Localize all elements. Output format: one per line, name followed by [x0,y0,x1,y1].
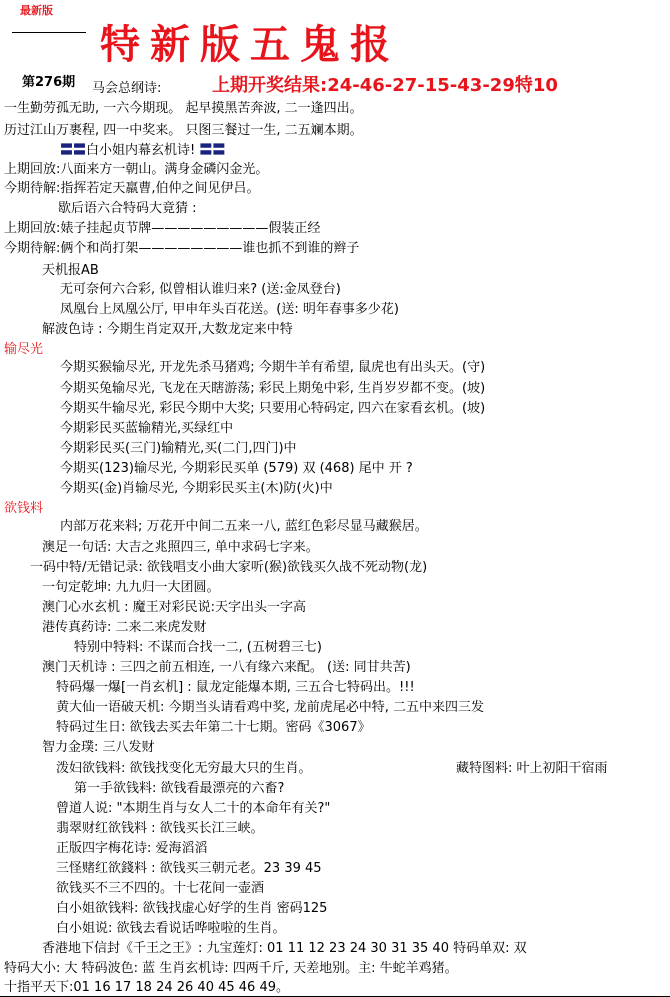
idiom-title: 歇后语六合特码大竟猜 : [58,201,197,216]
money-line-18: 三怪赌红欲錢料 : 欲钱买三朝元老。23 39 45 [56,861,322,876]
bars-right-icon: 〓〓 [199,143,226,158]
bars-left-icon: 〓〓 [60,143,87,158]
money-line-24: 十指平天下:01 16 17 18 24 26 40 45 46 49。 [4,980,289,995]
losing-line-1: 今期买猴输尽光, 开龙先杀马猪鸡; 今期牛羊有希望, 鼠虎也有出头天。(守) [60,360,486,375]
money-line-19: 欲钱买不三不四的。十七花间一壶酒 [56,881,265,896]
last-result: 上期开奖结果:24-46-27-15-43-29特10 [212,75,558,96]
money-line-15: 曾道人说: "本期生肖与女人二十的本命年有关?" [56,801,331,816]
tianji-line-1: 无可奈何六合彩, 似曾相认谁归来? (送:金凤登台) [60,282,341,297]
money-line-8: 澳门天机诗 : 三四之前五相连, 一八有缘六来配。 (送: 同甘共苦) [42,660,411,675]
money-line-4: 一句定乾坤: 九九归一大团圆。 [42,580,220,595]
money-line-6: 港传真药诗: 二来二来虎发财 [42,620,207,635]
tianji-line-2: 凤凰台上凤凰公厅, 甲申年头百花送。(送: 明年春事多少花) [60,302,399,317]
losing-line-4: 今期彩民买蓝输精光,买绿红中 [60,421,234,436]
picture-clue: 藏特图料: 叶上初阳干宿雨 [456,761,608,776]
losing-line-7: 今期买(金)肖输尽光, 今期彩民买主(木)防(火)中 [60,481,333,496]
money-line-12: 智力金璞: 三八发财 [42,740,155,755]
tag-underline [12,32,86,33]
clue-now: 今期待解:指挥若定天羸曹,伯仲之间见伊吕。 [4,181,260,196]
money-line-9: 特码爆一爆[一肖玄机] : 鼠龙定能爆本期, 三五合七特码出。!!! [56,680,415,695]
money-line-5: 澳门心水玄机 : 魔王对彩民说:天字出头一字高 [42,600,307,615]
poem-line-2: 历过江山万裹程, 四一中奖来。 只图三餐过一生, 二五斓本期。 [4,123,363,138]
money-line-7: 特别中特料: 不谋而合找一二, (五树碧三七) [74,640,322,655]
tianji-title: 天机报AB [42,263,99,278]
losing-line-6: 今期买(123)输尽光, 今期彩民买单 (579) 双 (468) 尾中 开 ? [60,461,413,476]
clue-last: 上期回放:八面来方一朝山。满身金磷闪金光。 [4,162,269,177]
poem-line-1: 一生勤劳孤无助, 一六今期现。 起早摸黑苦奔波, 二一逢四出。 [4,101,363,116]
money-line-10: 黄大仙一语破天机: 今期当头请看鸡中奖, 龙前虎尾必中特, 二五中来四三发 [56,700,485,715]
miss-title: 白小姐内幕玄机诗! [86,143,200,158]
want-money-label: 欲钱料 [4,501,44,516]
money-line-17: 正版四字梅花诗: 爱海滔滔 [56,841,208,856]
money-line-16: 翡翠财红欲钱料 : 欲钱买长江三峡。 [56,821,264,836]
losing-label: 输尽光 [4,342,44,357]
idiom-now: 今期待解:俩个和尚打架————————谁也抓不到谁的辫子 [4,241,360,256]
money-line-3: 一码中特/无错记录: 欲钱唱支小曲大家听(猴)欲钱买久战不死动物(龙) [30,560,428,575]
color-poem: 解波色诗 : 今期生肖定双开,大数龙定来中特 [42,322,293,337]
edition-tag: 最新版 [20,4,53,17]
money-line-11: 特码过生日: 欲钱去买去年第二十七期。密码《3067》 [56,720,371,735]
money-line-13: 泼妇欲钱料: 欲钱找变化无穷最大只的生肖。 [56,761,312,776]
idiom-last: 上期回放:婊子挂起贞节牌—————————假装正经 [4,221,321,236]
miss-heading [60,142,225,160]
money-line-20: 白小姐欲钱料: 欲钱找虚心好学的生肖 密码125 [56,901,328,916]
losing-line-3: 今期买牛输尽光, 彩民今期中大奖; 只要用心特码定, 四六在家看玄机。(坡) [60,401,486,416]
poem-label: 马会总纲诗: [92,81,162,96]
money-line-21: 白小姐说: 欲钱去看说话哗啦啦的生肖。 [56,921,286,936]
money-line-1: 内部万花来料; 万花开中间二五来一八, 蓝红色彩尽显马藏猴居。 [60,519,428,534]
money-line-23: 特码大小: 大 特码波色: 蓝 生肖玄机诗: 四两千斤, 天差地别。主: 牛蛇羊鸡猪。 [4,961,458,976]
money-line-2: 澳足一句话: 大吉之兆照四三, 单中求码七字来。 [42,540,319,555]
losing-line-2: 今期买兔输尽光, 飞龙在天瞎游荡; 彩民上期兔中彩, 生肖岁岁都不变。(坡) [60,381,486,396]
losing-line-5: 今期彩民买(三门)输精光,买(二门,四门)中 [60,441,297,456]
page-title: 特新版五鬼报 [100,22,400,68]
money-line-22: 香港地下信封《千王之王》: 九宝莲灯: 01 11 12 23 24 30 31 35 40 特码单双: 双 [42,941,527,956]
issue-number: 第276期 [22,75,76,90]
money-line-14: 第一手欲钱料: 欲钱看最漂亮的六畜? [74,781,285,796]
